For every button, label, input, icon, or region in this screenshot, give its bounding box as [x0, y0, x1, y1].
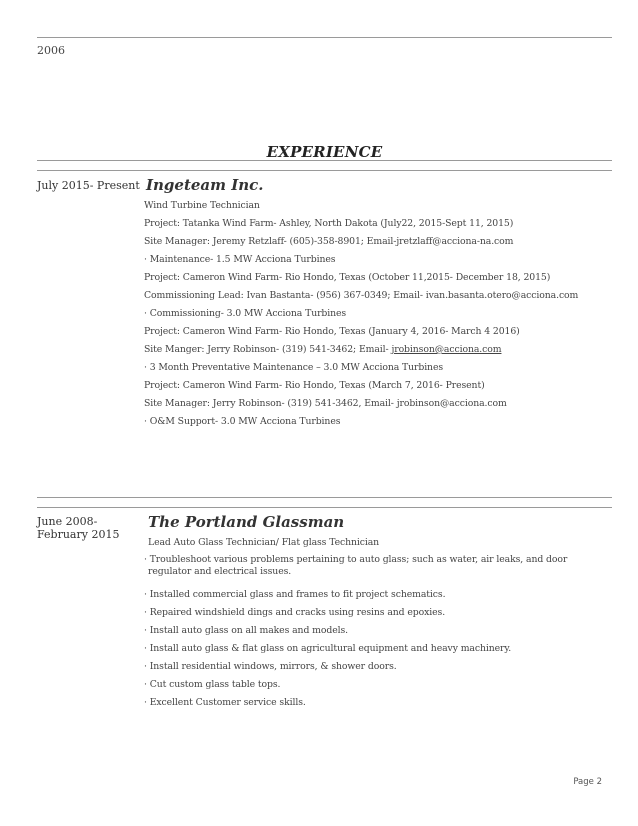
page-number: Page 2: [573, 777, 602, 787]
job1-line: Commissioning Lead: Ivan Bastanta- (956) 367-0349; Email- ivan.basanta.otero@acciona.com: [144, 290, 579, 301]
job2-date: [37, 515, 119, 541]
job2-bullet: [144, 554, 584, 578]
job1-line-text: Site Manger: Jerry Robinson- (319) 541-3462; Email-: [144, 344, 392, 355]
job2-date-start: June 2008-: [37, 515, 98, 528]
job1-date: July 2015- Present: [37, 179, 140, 192]
job2-bullet: · Repaired windshield dings and cracks using resins and epoxies.: [144, 607, 446, 618]
job2-bullet-text-cont: regulator and electrical issues.: [148, 566, 292, 577]
job2-divider-bottom: [37, 507, 612, 508]
job1-line: · Maintenance- 1.5 MW Acciona Turbines: [144, 254, 336, 265]
job2-bullet: · Excellent Customer service skills.: [144, 697, 306, 708]
job1-line: Site Manager: Jerry Robinson- (319) 541-3462, Email- jrobinson@acciona.com: [144, 398, 507, 409]
previous-year: 2006: [37, 44, 65, 57]
job1-line: Project: Tatanka Wind Farm- Ashley, North Dakota (July22, 2015-Sept 11, 2015): [144, 218, 514, 229]
job1-line: [144, 344, 501, 355]
job1-line: Wind Turbine Technician: [144, 200, 260, 211]
job2-bullet: · Install residential windows, mirrors, & shower doors.: [144, 661, 397, 672]
job1-company: Ingeteam Inc.: [146, 176, 264, 194]
job2-title: Lead Auto Glass Technician/ Flat glass Technician: [148, 537, 380, 548]
job1-line: · 3 Month Preventative Maintenance – 3.0 MW Acciona Turbines: [144, 362, 444, 373]
email-link[interactable]: jrobinson@acciona.com: [391, 344, 502, 355]
job1-line: Project: Cameron Wind Farm- Rio Hondo, Texas (March 7, 2016- Present): [144, 380, 485, 391]
job2-bullet: · Cut custom glass table tops.: [144, 679, 281, 690]
job1-line: Project: Cameron Wind Farm- Rio Hondo, Texas (January 4, 2016- March 4 2016): [144, 326, 520, 337]
job2-bullet: · Install auto glass on all makes and models.: [144, 625, 349, 636]
job1-line: Site Manager: Jeremy Retzlaff- (605)-358-8901; Email-jretzlaff@acciona-na.com: [144, 236, 514, 247]
section-divider-top: [37, 160, 612, 161]
section-title: EXPERIENCE: [266, 143, 383, 161]
job2-bullet: · Install auto glass & flat glass on agricultural equipment and heavy machinery.: [144, 643, 512, 654]
job2-bullet-text: · Troubleshoot various problems pertaining to auto glass; such as water, air leaks, and door: [144, 554, 568, 565]
section-divider-bottom: [37, 170, 612, 171]
job2-divider-top: [37, 497, 612, 498]
job1-line: · Commissioning- 3.0 MW Acciona Turbines: [144, 308, 347, 319]
top-divider: [37, 37, 612, 38]
job2-date-end: February 2015: [37, 528, 120, 541]
job1-line: · O&M Support- 3.0 MW Acciona Turbines: [144, 416, 341, 427]
job2-company: The Portland Glassman: [148, 513, 345, 531]
job1-line: Project: Cameron Wind Farm- Rio Hondo, Texas (October 11,2015- December 18, 2015): [144, 272, 551, 283]
job2-bullet: · Installed commercial glass and frames to fit project schematics.: [144, 589, 446, 600]
